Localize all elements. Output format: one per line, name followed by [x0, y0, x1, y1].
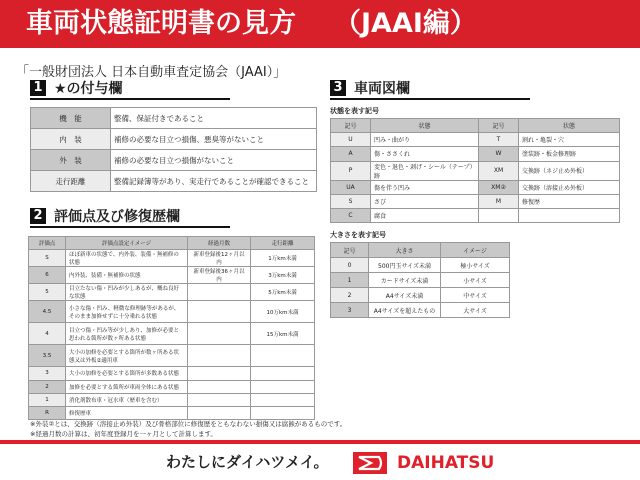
score-cell: 4: [29, 323, 66, 345]
months-cell: [188, 345, 251, 367]
image-cell: 大サイズ: [441, 303, 510, 318]
col-header: 走行距離: [251, 237, 315, 250]
state-cell: 交換跡（溶接止め外板）: [519, 180, 620, 194]
state-cell: 傷を伴う凹み: [371, 180, 479, 194]
star-table: [30, 107, 317, 192]
state-cell: 修復歴: [519, 194, 620, 208]
size-cell: 500円玉サイズ未満: [369, 258, 441, 273]
distance-cell: 10万km未満: [251, 301, 315, 323]
score-cell: 1: [29, 393, 66, 406]
col-header: 大きさ: [369, 243, 441, 258]
page-title-suffix: （JAAI編）: [334, 8, 477, 39]
table-row: [331, 147, 620, 161]
table-row: [29, 267, 315, 284]
distance-cell: [251, 393, 315, 406]
symbol-cell: 2: [331, 288, 369, 303]
state-cell: [519, 208, 620, 222]
row-text: 整備記録簿等があり、実走行であることが確認できること: [111, 171, 317, 192]
col-header: イメージ: [441, 243, 510, 258]
table-row: [31, 171, 317, 192]
table-row: [331, 208, 620, 222]
score-cell: 6: [29, 267, 66, 284]
symbol-cell: M: [479, 194, 519, 208]
section-number: 3: [330, 80, 346, 96]
table-row: [331, 161, 620, 180]
distance-cell: 15万km未満: [251, 323, 315, 345]
months-cell: [188, 380, 251, 393]
section-title: ★の付与欄: [54, 81, 123, 97]
table-row: [29, 393, 315, 406]
symbol-cell: T: [479, 133, 519, 147]
table-row: [29, 323, 315, 345]
table-row: [331, 303, 510, 318]
size-symbols-title: 大きさを表す記号: [330, 231, 386, 239]
image-cell: 目立たない傷・凹みが少しあるが、概ね良好な状態: [66, 284, 188, 301]
table-row: [29, 367, 315, 380]
distance-cell: 5万km未満: [251, 284, 315, 301]
table-row: [29, 284, 315, 301]
title-banner: [0, 0, 640, 48]
row-text: 補修の必要な目立つ損傷、悪臭等がないこと: [111, 129, 317, 150]
state-cell: 塗装跡・板金修理跡: [519, 147, 620, 161]
score-cell: 4.5: [29, 301, 66, 323]
months-cell: 新車登録後12ヶ月以内: [188, 250, 251, 267]
section-title: 車両図欄: [354, 81, 410, 97]
image-cell: 目立つ傷・凹み等が少しあり、加修が必要と思われる箇所が数ヶ所ある状態: [66, 323, 188, 345]
slogan-logo: わたしにダイハツメイ。: [166, 453, 329, 471]
table-row: [29, 345, 315, 367]
section1-heading: [30, 80, 230, 100]
months-cell: [188, 393, 251, 406]
score-table: [28, 236, 315, 420]
page-title: 車両状態証明書の見方: [26, 8, 296, 39]
distance-cell: [251, 407, 315, 420]
note-1: ※外装②とは、交換跡（溶接止め外装）及び骨格部位に修復歴をともなわない損傷又は腐蝕があるものです。: [30, 420, 347, 428]
state-cell: 変色・退色・剥げ・シール（テープ）跡: [371, 161, 479, 180]
image-cell: 小サイズ: [441, 273, 510, 288]
score-cell: R: [29, 407, 66, 420]
size-symbol-table: [330, 242, 510, 318]
row-label: 走行距離: [31, 171, 111, 192]
col-header: 経過月数: [188, 237, 251, 250]
symbol-cell: A: [331, 147, 371, 161]
table-row: [331, 194, 620, 208]
col-header: 記号: [331, 119, 371, 133]
months-cell: [188, 284, 251, 301]
col-header: 記号: [479, 119, 519, 133]
distance-cell: 3万km未満: [251, 267, 315, 284]
symbol-cell: [479, 208, 519, 222]
section-title: 評価点及び修復歴欄: [54, 209, 180, 225]
col-header: 状態: [519, 119, 620, 133]
table-row: [29, 407, 315, 420]
symbol-cell: 1: [331, 273, 369, 288]
col-header: 評価点: [29, 237, 66, 250]
distance-cell: [251, 380, 315, 393]
brand-name: DAIHATSU: [397, 453, 495, 473]
score-cell: 3: [29, 367, 66, 380]
image-cell: ほぼ新車の状態で、内外装、装備・無補修の状態: [66, 250, 188, 267]
organization-name: 「一般財団法人 日本自動車査定協会（JAAI）」: [16, 65, 287, 80]
image-cell: 極小サイズ: [441, 258, 510, 273]
table-row: [29, 250, 315, 267]
image-cell: 中サイズ: [441, 288, 510, 303]
symbol-cell: UA: [331, 180, 371, 194]
image-cell: 加修を必要とする箇所が車両全体にある状態: [66, 380, 188, 393]
score-cell: S: [29, 250, 66, 267]
symbol-cell: P: [331, 161, 371, 180]
table-row: [331, 258, 510, 273]
row-text: 整備、保証付きであること: [111, 108, 317, 129]
state-symbols-title: 状態を表す記号: [330, 107, 379, 115]
distance-cell: [251, 345, 315, 367]
distance-cell: [251, 367, 315, 380]
score-cell: 5: [29, 284, 66, 301]
table-row: [29, 380, 315, 393]
symbol-cell: XM: [479, 161, 519, 180]
months-cell: [188, 407, 251, 420]
section-number: 1: [30, 80, 46, 96]
table-row: [31, 129, 317, 150]
section-number: 2: [30, 208, 46, 224]
image-cell: 大小の加修を必要とする箇所が数ヶ所ある状態又は外板②適用車: [66, 345, 188, 367]
state-cell: 傷・ささくれ: [371, 147, 479, 161]
symbol-cell: 0: [331, 258, 369, 273]
symbol-cell: XM②: [479, 180, 519, 194]
table-row: [331, 273, 510, 288]
section2-heading: [30, 208, 230, 228]
table-row: [331, 133, 620, 147]
row-label: 外 装: [31, 150, 111, 171]
image-cell: 修復歴車: [66, 407, 188, 420]
image-cell: 小さな傷・凹み、軽微な修理跡等があるが、そのまま加修せずに十分乗れる状態: [66, 301, 188, 323]
state-symbol-table: [330, 118, 620, 223]
size-cell: A4サイズを超えたもの: [369, 303, 441, 318]
row-text: 補修の必要な目立つ損傷がないこと: [111, 150, 317, 171]
state-cell: 腐食: [371, 208, 479, 222]
daihatsu-emblem-icon: [353, 452, 387, 474]
row-label: 内 装: [31, 129, 111, 150]
table-row: [331, 180, 620, 194]
symbol-cell: U: [331, 133, 371, 147]
table-row: [331, 288, 510, 303]
footer-divider: [0, 440, 640, 444]
image-cell: 内外装、装備・無補修の状態: [66, 267, 188, 284]
section3-heading: [330, 80, 530, 100]
state-cell: 交換跡（ネジ止め外板）: [519, 161, 620, 180]
col-header: 状態: [371, 119, 479, 133]
state-cell: 凹み・曲がり: [371, 133, 479, 147]
months-cell: [188, 367, 251, 380]
table-row: [29, 301, 315, 323]
symbol-cell: S: [331, 194, 371, 208]
distance-cell: 1万km未満: [251, 250, 315, 267]
symbol-cell: C: [331, 208, 371, 222]
symbol-cell: W: [479, 147, 519, 161]
image-cell: 大小の加修を必要とする箇所が多数ある状態: [66, 367, 188, 380]
months-cell: 新車登録後36ヶ月以内: [188, 267, 251, 284]
symbol-cell: 3: [331, 303, 369, 318]
score-cell: 2: [29, 380, 66, 393]
table-row: [31, 108, 317, 129]
size-cell: カードサイズ未満: [369, 273, 441, 288]
months-cell: [188, 301, 251, 323]
col-header: 評価点設定イメージ: [66, 237, 188, 250]
note-2: ※経過月数の計算は、初年度登録月を一ヶ月として計算します。: [30, 430, 217, 438]
table-row: [31, 150, 317, 171]
months-cell: [188, 323, 251, 345]
state-cell: 割れ・亀裂・穴: [519, 133, 620, 147]
col-header: 記号: [331, 243, 369, 258]
row-label: 機 能: [31, 108, 111, 129]
image-cell: 消化剤散布車・冠水車（歴車を含む）: [66, 393, 188, 406]
score-cell: 3.5: [29, 345, 66, 367]
state-cell: さび: [371, 194, 479, 208]
size-cell: A4サイズ未満: [369, 288, 441, 303]
